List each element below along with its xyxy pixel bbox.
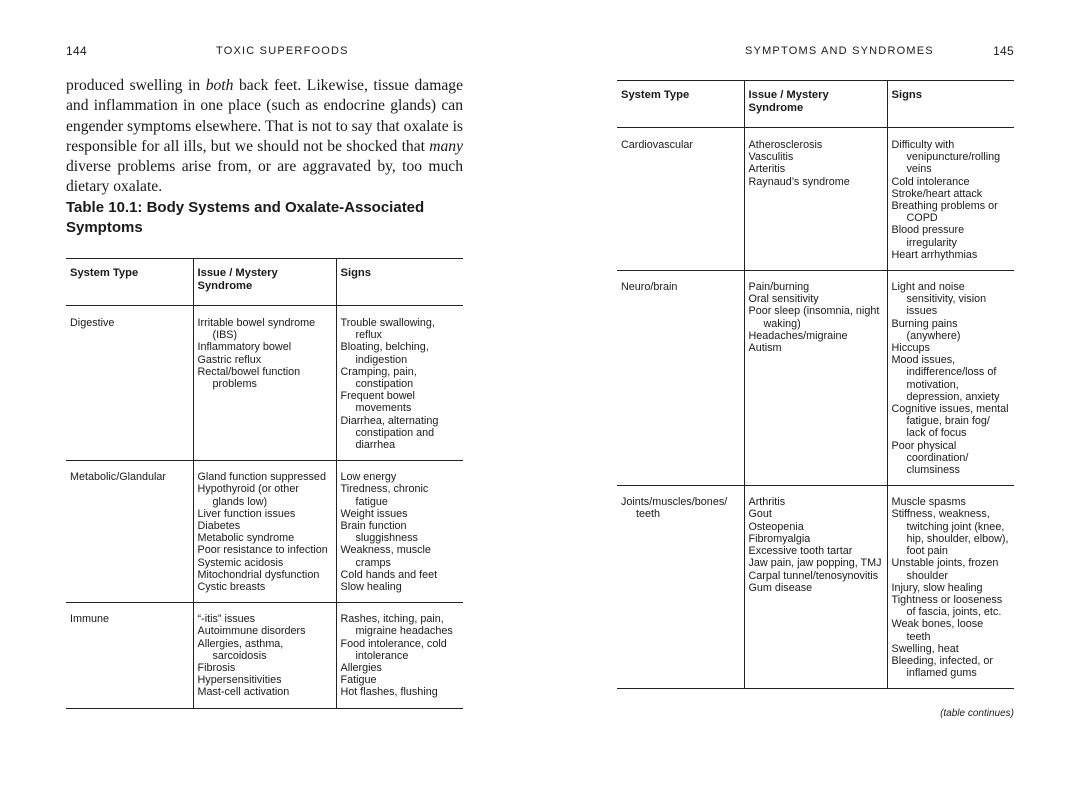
signs-cell (887, 128, 1014, 271)
sign-item: Low energy (340, 471, 397, 484)
issue-item: Rectal/bowel function problems (197, 365, 301, 391)
table-continues-note: (table continues) (940, 708, 1014, 719)
sign-item: Cramping, pain, constipation (340, 365, 417, 391)
issue-item: Poor resistance to infection (197, 544, 328, 557)
page-number: 145 (993, 44, 1014, 58)
sign-item: Poor physical coordination/ clumsiness (891, 439, 969, 477)
issue-item: “-itis” issues (197, 613, 256, 626)
sign-item: Stiffness, weakness, twitching joint (knee, hip, shoulder, elbow), foot pain (891, 508, 1009, 558)
sign-item: Cognitive issues, mental fatigue, brain fog/ lack of focus (891, 403, 1009, 440)
issue-item: Hypothyroid (or other glands low) (197, 483, 299, 508)
system-type-cell (617, 486, 744, 689)
signs-cell (887, 271, 1014, 486)
running-head: SYMPTOMS AND SYNDROMES (745, 45, 934, 57)
issue-cell (193, 461, 336, 603)
sign-item: Brain function sluggishness (340, 520, 418, 545)
issue-item: Metabolic syndrome (197, 532, 295, 545)
issue-item: Gum disease (748, 581, 813, 594)
sign-item: Allergies (340, 662, 382, 675)
sign-item: Diarrhea, alternating constipation and diarrhea (340, 414, 439, 452)
sign-item: Hiccups (891, 342, 930, 355)
paragraph-text: back feet. Likewise, tissue damage and inflammation in one place (such as endocrine glands) can engender symptoms elsewhere. That is not to say that oxalate is responsible for all ills, but we should not be shocked that (66, 77, 464, 155)
issue-item: Headaches/migraine (748, 329, 848, 342)
issue-item: Cystic breasts (197, 581, 266, 594)
header-signs: Signs (336, 259, 463, 306)
sign-item: Cold hands and feet (340, 568, 438, 581)
system-type: Metabolic/Glandular (70, 471, 167, 484)
issue-item: Diabetes (197, 520, 241, 533)
symptoms-table-part-2 (617, 80, 1014, 689)
issue-item: Carpal tunnel/tenosynovitis (748, 569, 879, 582)
issue-cell (744, 486, 887, 689)
system-type: Cardiovascular (621, 139, 694, 151)
signs-cell (336, 306, 463, 461)
sign-item: Blood pressure irregularity (891, 224, 965, 249)
sign-item: Fatigue (340, 674, 377, 687)
issue-item: Hypersensitivities (197, 674, 282, 687)
paragraph-text: produced swelling in (66, 77, 206, 94)
header-system-type: System Type (66, 259, 193, 306)
issue-item: Fibrosis (197, 662, 236, 675)
system-type: Immune (70, 613, 110, 626)
table-row (617, 128, 1014, 271)
system-type-cell (66, 461, 193, 603)
issue-item: Mitochondrial dysfunction (197, 568, 320, 581)
issue-item: Arteritis (748, 163, 786, 176)
sign-item: Hot flashes, flushing (340, 686, 438, 699)
system-type-cell (66, 306, 193, 461)
sign-item: Unstable joints, frozen shoulder (891, 557, 999, 582)
system-type-cell (617, 271, 744, 486)
sign-item: Light and noise sensitivity, vision issues (891, 281, 987, 318)
issue-item: Irritable bowel syndrome (IBS) (197, 317, 316, 342)
issue-item: Autism (748, 342, 782, 355)
running-head: TOXIC SUPERFOODS (216, 45, 349, 57)
issue-item: Excessive tooth tartar (748, 545, 853, 558)
sign-item: Mood issues, indifference/loss of motivation, depression, anxiety (891, 354, 1000, 403)
sign-item: Stroke/heart attack (891, 187, 983, 200)
sign-item: Tightness or looseness of fascia, joints, etc. (891, 593, 1003, 619)
paragraph-text: diverse problems arise from, or are aggravated by, too much dietary oxalate. (66, 158, 463, 196)
signs-cell (887, 486, 1014, 689)
issue-item: Gastric reflux (197, 353, 262, 366)
issue-cell (193, 603, 336, 708)
header-signs: Signs (887, 81, 1014, 128)
system-type: Neuro/brain (621, 281, 678, 294)
sign-item: Weight issues (340, 507, 408, 520)
issue-item: Oral sensitivity (748, 293, 819, 306)
sign-item: Bleeding, infected, or inflamed gums (891, 654, 993, 680)
signs-cell (336, 603, 463, 708)
sign-item: Rashes, itching, pain, migraine headaches (340, 613, 453, 638)
sign-item: Slow healing (340, 581, 402, 594)
page-number: 144 (66, 44, 87, 58)
issue-item: Pain/burning (748, 281, 810, 294)
system-type-cell (66, 603, 193, 708)
issue-item: Inflammatory bowel (197, 341, 292, 354)
sign-item: Burning pains (anywhere) (891, 317, 961, 342)
sign-item: Muscle spasms (891, 496, 966, 509)
issue-item: Gout (748, 508, 772, 521)
header-issue: Issue / Mystery Syndrome (744, 81, 887, 128)
sign-item: Frequent bowel movements (340, 390, 415, 415)
signs-cell (336, 461, 463, 603)
table-row (617, 271, 1014, 486)
sign-item: Weak bones, loose teeth (891, 618, 984, 643)
sign-item: Swelling, heat (891, 642, 959, 655)
issue-item: Autoimmune disorders (197, 625, 306, 638)
issue-item: Osteopenia (748, 520, 804, 533)
issue-item: Poor sleep (insomnia, night waking) (748, 305, 880, 330)
table-header-row (617, 81, 1014, 128)
issue-item: Liver function issues (197, 507, 296, 520)
header-issue: Issue / Mystery Syndrome (193, 259, 336, 306)
paragraph-emphasis: many (429, 137, 463, 155)
system-type: Digestive (70, 317, 115, 329)
sign-item: Tiredness, chronic fatigue (340, 483, 429, 508)
issue-item: Allergies, asthma, sarcoidosis (197, 637, 284, 662)
sign-item: Cold intolerance (891, 175, 970, 188)
sign-item: Food intolerance, cold intolerance (340, 637, 447, 662)
issue-item: Arthritis (748, 496, 786, 509)
table-row (66, 306, 463, 461)
header-system-type: System Type (617, 81, 744, 128)
issue-item: Raynaud’s syndrome (748, 175, 850, 188)
system-type-cell (617, 128, 744, 271)
symptoms-table-part-1 (66, 258, 463, 709)
sign-item: Difficulty with venipuncture/rolling veins (891, 139, 1001, 176)
paragraph-emphasis: both (205, 77, 234, 94)
sign-item: Injury, slow healing (891, 581, 983, 594)
issue-cell (744, 128, 887, 271)
issue-item: Systemic acidosis (197, 556, 284, 569)
table-row (617, 486, 1014, 689)
issue-item: Fibromyalgia (748, 532, 811, 545)
issue-item: Vasculitis (748, 151, 794, 164)
issue-cell (193, 306, 336, 461)
sign-item: Breathing problems or COPD (891, 200, 998, 225)
issue-cell (744, 271, 887, 486)
body-paragraph (66, 76, 463, 198)
sign-item: Heart arrhythmias (891, 248, 978, 261)
table-row (66, 603, 463, 708)
table-row (66, 461, 463, 603)
table-header-row (66, 259, 463, 306)
system-type: Joints/muscles/bones/ teeth (621, 496, 728, 521)
sign-item: Weakness, muscle cramps (340, 544, 431, 569)
sign-item: Bloating, belching, indigestion (340, 341, 429, 366)
issue-item: Mast-cell activation (197, 686, 290, 699)
issue-item: Atherosclerosis (748, 139, 823, 151)
sign-item: Trouble swallowing, reflux (340, 317, 435, 342)
issue-item: Jaw pain, jaw popping, TMJ (748, 557, 882, 570)
table-title: Table 10.1: Body Systems and Oxalate-Associated Symptoms (66, 199, 425, 236)
issue-item: Gland function suppressed (197, 471, 326, 484)
